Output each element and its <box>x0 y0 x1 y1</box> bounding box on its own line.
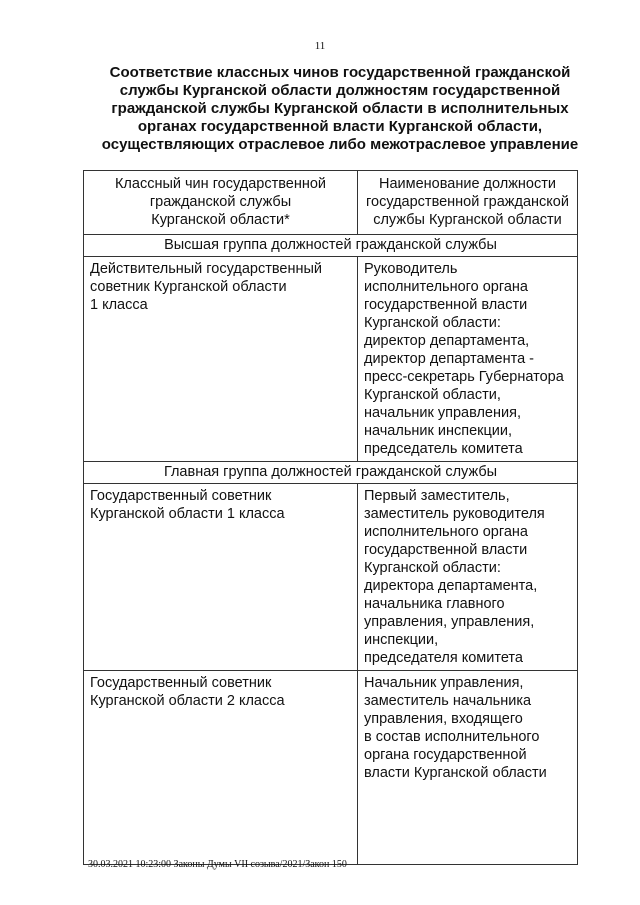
group-row-main <box>84 462 578 484</box>
table-row <box>84 671 578 865</box>
position-line: Курганской области: <box>364 560 501 576</box>
rank-line: Государственный советник <box>90 675 272 691</box>
position-line: начальник управления, <box>364 405 521 421</box>
position-line: Первый заместитель, <box>364 488 510 504</box>
position-line: исполнительного органа <box>364 279 528 295</box>
header-line: Курганской области* <box>151 212 290 228</box>
table-header-row <box>84 171 578 235</box>
position-line: управления, управления, <box>364 614 535 630</box>
position-line: Руководитель <box>364 261 458 277</box>
header-line: Наименование должности <box>379 176 556 192</box>
title-line: органах государственной власти Курганской области, <box>137 118 543 135</box>
title-line: Соответствие классных чинов государственной гражданской <box>109 64 571 81</box>
title-line: гражданской службы Курганской области в исполнительных <box>111 100 569 117</box>
position-line: в состав исполнительного <box>364 729 540 745</box>
group-title: Высшая группа должностей гражданской службы <box>84 235 578 257</box>
position-line: начальника главного <box>364 596 505 612</box>
rank-line: Курганской области 1 класса <box>90 506 285 522</box>
position-line: государственной власти <box>364 542 528 558</box>
rank-line: Курганской области 2 класса <box>90 693 285 709</box>
header-line: Классный чин государственной <box>114 176 327 192</box>
position-line: Курганской области, <box>364 387 501 403</box>
rank-line: советник Курганской области <box>90 279 287 295</box>
position-cell <box>358 257 578 462</box>
rank-cell <box>84 671 358 865</box>
position-line: председатель комитета <box>364 441 523 457</box>
header-line: гражданской службы <box>149 194 292 210</box>
position-line: исполнительного органа <box>364 524 528 540</box>
rank-line: 1 класса <box>90 297 148 313</box>
position-cell <box>358 484 578 671</box>
position-line: начальник инспекции, <box>364 423 513 439</box>
position-line: пресс-секретарь Губернатора <box>364 369 564 385</box>
position-cell <box>358 671 578 865</box>
position-line: власти Курганской области <box>364 765 547 781</box>
document-title <box>80 64 600 154</box>
rank-cell <box>84 257 358 462</box>
position-line: директор департамента - <box>364 351 534 367</box>
position-line: органа государственной <box>364 747 527 763</box>
header-class-rank <box>84 171 358 235</box>
header-line: службы Курганской области <box>373 212 562 228</box>
page-number: 11 <box>314 40 326 52</box>
document-footer: 30.03.2021 10:23:00 Законы Думы VII созыва/2021/Закон 150 <box>88 859 347 870</box>
position-line: управления, входящего <box>364 711 523 727</box>
position-line: заместитель начальника <box>364 693 532 709</box>
position-line: директор департамента, <box>364 333 530 349</box>
rank-cell <box>84 484 358 671</box>
group-title: Главная группа должностей гражданской службы <box>84 462 578 484</box>
position-line: председателя комитета <box>364 650 523 666</box>
title-line: осуществляющих отраслевое либо межотраслевое управление <box>101 136 579 153</box>
group-row-highest <box>84 235 578 257</box>
position-line: директора департамента, <box>364 578 538 594</box>
rank-line: Государственный советник <box>90 488 272 504</box>
position-line: государственной власти <box>364 297 528 313</box>
position-line: Начальник управления, <box>364 675 524 691</box>
rank-line: Действительный государственный <box>90 261 322 277</box>
position-line: Курганской области: <box>364 315 501 331</box>
position-line: заместитель руководителя <box>364 506 545 522</box>
header-position-name <box>358 171 578 235</box>
title-line: службы Курганской области должностям государственной <box>119 82 561 99</box>
table-row <box>84 484 578 671</box>
table-row <box>84 257 578 462</box>
position-line: инспекции, <box>364 632 439 648</box>
header-line: государственной гражданской <box>366 194 569 210</box>
rank-correspondence-table <box>83 170 578 865</box>
